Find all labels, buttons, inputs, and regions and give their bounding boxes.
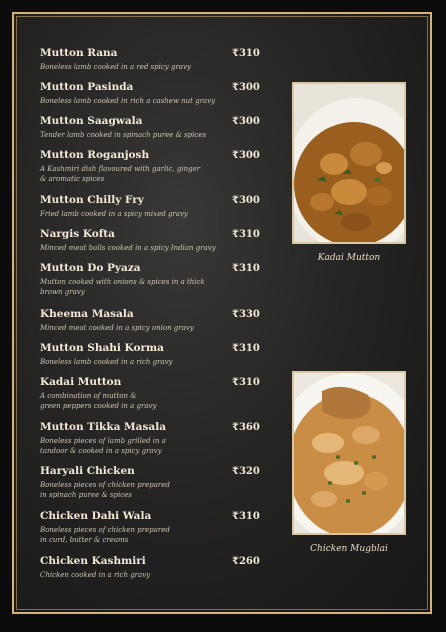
- menu-item: [40, 465, 260, 500]
- desc-line: Fried lamb cooked in a spicy mixed gravy: [40, 210, 188, 218]
- item-name: Nargis Kofta: [40, 228, 115, 240]
- item-name: Kadai Mutton: [40, 376, 122, 388]
- item-name: Haryali Chicken: [40, 465, 135, 477]
- item-price: ₹260: [232, 556, 260, 567]
- item-description: [40, 480, 260, 500]
- item-name: Mutton Chilly Fry: [40, 194, 144, 206]
- desc-line: Minced meat cooked in a spicy onion gravy: [40, 324, 194, 332]
- menu-item: [40, 308, 260, 333]
- kadai-mutton-photo: [292, 82, 406, 244]
- desc-line: in spinach puree & spices: [40, 491, 132, 499]
- item-price: ₹300: [232, 195, 260, 206]
- desc-line: Mutton cooked with onions & spices in a thick: [40, 278, 205, 286]
- item-description: [40, 62, 260, 72]
- desc-line: Boneless lamb cooked in a red spicy gravy: [40, 63, 191, 71]
- menu-item: [40, 376, 260, 411]
- item-description: [40, 243, 260, 253]
- photo-caption: Chicken Mugblai: [310, 544, 388, 554]
- item-price: ₹360: [232, 422, 260, 433]
- item-price: ₹310: [232, 343, 260, 354]
- item-price: ₹300: [232, 150, 260, 161]
- desc-line: Boneless lamb cooked in a rich gravy: [40, 358, 173, 366]
- menu-item: [40, 510, 260, 545]
- item-price: ₹310: [232, 377, 260, 388]
- item-description: [40, 525, 260, 545]
- item-price: ₹300: [232, 82, 260, 93]
- desc-line: Boneless pieces of chicken prepared: [40, 481, 170, 489]
- menu-item: [40, 342, 260, 367]
- item-description: [40, 209, 260, 219]
- chicken-mugblai-photo: [292, 371, 406, 535]
- menu-item: [40, 47, 260, 72]
- desc-line: tandoor & cooked in a spicy gravy: [40, 447, 162, 455]
- desc-line: Boneless pieces of chicken prepared: [40, 526, 170, 534]
- chicken-mugblai-image: [294, 373, 404, 533]
- desc-line: A Kashmiri dish flavoured with garlic, ginger: [40, 165, 201, 173]
- item-description: [40, 436, 260, 456]
- item-price: ₹310: [232, 263, 260, 274]
- kadai-mutton-image: [294, 84, 404, 242]
- item-price: ₹300: [232, 116, 260, 127]
- item-name: Kheema Masala: [40, 308, 134, 320]
- menu-item: [40, 421, 260, 456]
- desc-line: Boneless pieces of lamb grilled in a: [40, 437, 166, 445]
- menu-item: [40, 262, 260, 297]
- item-name: Mutton Tikka Masala: [40, 421, 166, 433]
- item-name: Mutton Saagwala: [40, 115, 143, 127]
- desc-line: Boneless lamb cooked in rich a cashew nut gravy: [40, 97, 216, 105]
- item-description: [40, 391, 260, 411]
- desc-line: in curd, butter & creams: [40, 536, 129, 544]
- menu-item: [40, 228, 260, 253]
- item-price: ₹310: [232, 229, 260, 240]
- item-name: Mutton Roganjosh: [40, 149, 150, 161]
- menu-item: [40, 555, 260, 580]
- desc-line: Minced meat balls cooked in a spicy Indian gravy: [40, 244, 216, 252]
- menu-item: [40, 81, 260, 106]
- menu-item: [40, 115, 260, 140]
- item-description: [40, 323, 260, 333]
- item-price: ₹330: [232, 309, 260, 320]
- item-price: ₹310: [232, 511, 260, 522]
- item-description: [40, 164, 260, 184]
- item-name: Mutton Rana: [40, 47, 118, 59]
- item-price: ₹320: [232, 466, 260, 477]
- desc-line: brown gravy: [40, 288, 85, 296]
- item-name: Chicken Kashmiri: [40, 555, 146, 567]
- item-description: [40, 357, 260, 367]
- item-price: ₹310: [232, 48, 260, 59]
- desc-line: Chicken cooked in a rich gravy: [40, 571, 151, 579]
- item-name: Mutton Pasinda: [40, 81, 134, 93]
- item-description: [40, 96, 260, 106]
- item-description: [40, 570, 260, 580]
- desc-line: Tender lamb cooked in spinach puree & spices: [40, 131, 207, 139]
- photo-caption: Kadai Mutton: [317, 253, 381, 263]
- item-name: Mutton Shahi Korma: [40, 342, 164, 354]
- menu-item: [40, 149, 260, 184]
- item-name: Mutton Do Pyaza: [40, 262, 141, 274]
- menu-item: [40, 194, 260, 219]
- desc-line: A combination of mutton &: [40, 392, 137, 400]
- item-description: [40, 277, 260, 297]
- item-name: Chicken Dahi Wala: [40, 510, 152, 522]
- desc-line: green peppers cooked in a gravy: [40, 402, 157, 410]
- item-description: [40, 130, 260, 140]
- desc-line: & aromatic spices: [40, 175, 105, 183]
